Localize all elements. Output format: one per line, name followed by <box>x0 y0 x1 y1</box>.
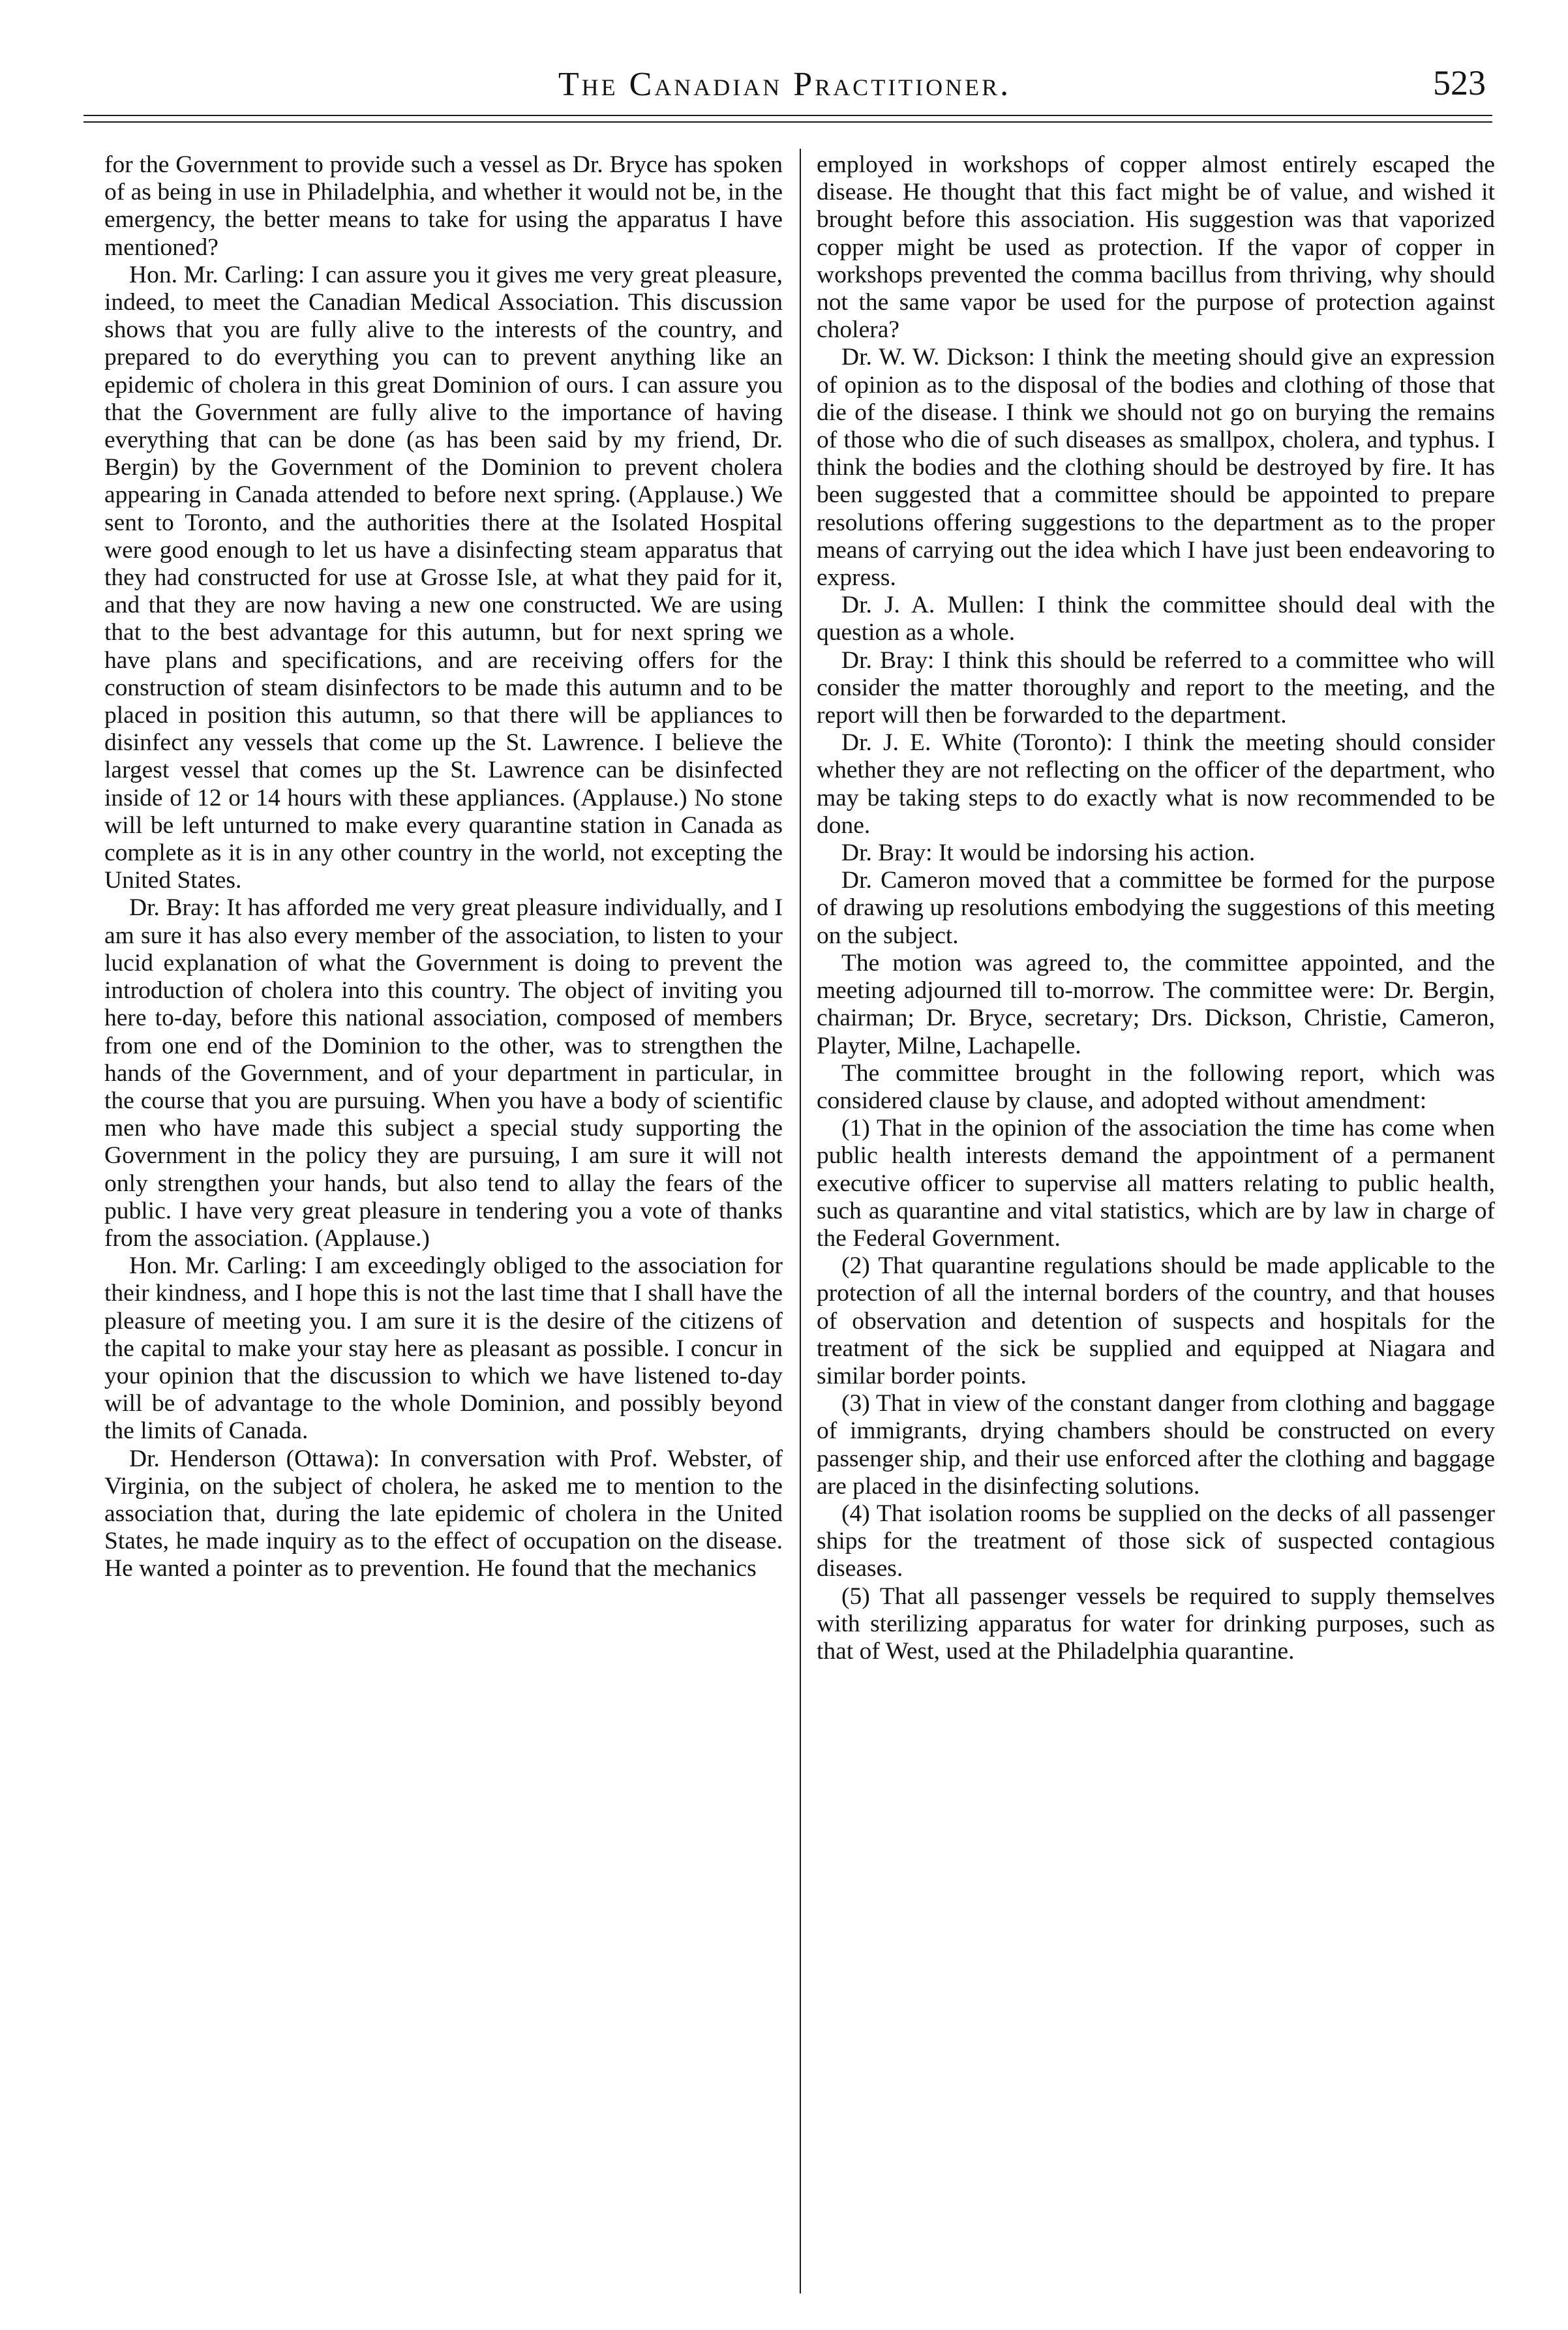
paragraph: Dr. J. A. Mullen: I think the committee should deal with the question as a whole. <box>817 592 1495 646</box>
column-divider <box>800 149 801 2293</box>
paragraph: Dr. Bray: It has afforded me very great pleasure individually, and I am sure it has also every member of the association, to listen to your lucid explanation of what the Government is doing to prevent the introduction of cholera into this country. The object of inviting you here to-day, before this national association, composed of members from one end of the Dominion to the other, was to strengthen the hands of the Government, and of your department in particular, in the course that you are pursuing. When you have a body of scientific men who have made this subject a special study supporting the Government in the policy they are pursuing, I am sure it will not only strengthen your hands, but also tend to allay the fears of the public. I have very great pleasure in tendering you a vote of thanks from the association. (Applause.) <box>104 894 783 1252</box>
page-number: 523 <box>1433 63 1486 102</box>
paragraph: Dr. W. W. Dickson: I think the meeting should give an expression of opinion as to the disposal of the bodies and clothing of those that die of the disease. I think we should not go on burying the remains of those who die of such diseases as smallpox, cholera, and typhus. I think the bodies and the clothing should be destroyed by fire. It has been suggested that a committee should be appointed to prepare resolutions offering suggestions to the department as to the proper means of carrying out the idea which I have just been endeavoring to express. <box>817 344 1495 592</box>
running-head: The Canadian Practitioner. <box>558 66 1012 103</box>
paragraph: Dr. Bray: It would be indorsing his action. <box>841 840 1256 867</box>
paragraph: Dr. Bray: I think this should be referred to a committee who will consider the matter thoroughly and report to the meeting, and the report will then be forwarded to the department. <box>817 646 1495 729</box>
paragraph: Dr. J. E. White (Toronto): I think the meeting should consider whether they are not reflecting on the officer of the department, who may be taking steps to do exactly what is now recommended to be done. <box>817 729 1495 839</box>
left-column <box>104 151 783 1583</box>
paragraph: The motion was agreed to, the committee appointed, and the meeting adjourned till to-morrow. The committee were: Dr. Bergin, chairman; Dr. Bryce, secretary; Drs. Dickson, Christie, Cameron, Playter, Milne, Lachapelle. <box>817 949 1495 1059</box>
resolution-clause: (4) That isolation rooms be supplied on the decks of all passenger ships for the treatment of those sick of suspected contagious diseases. <box>817 1500 1495 1582</box>
paragraph: employed in workshops of copper almost entirely escaped the disease. He thought that this fact might be of value, and wished it brought before this association. His suggestion was that vaporized copper might be used as protection. If the vapor of copper in workshops prevented the comma bacillus from thriving, why should not the same vapor be used for the purpose of protection against cholera? <box>817 151 1495 344</box>
header-rule-top <box>83 115 1492 116</box>
resolution-clause: (5) That all passenger vessels be required to supply themselves with sterilizing apparatus for water for drinking purposes, such as that of West, used at the Philadelphia quarantine. <box>817 1582 1495 1665</box>
page-header <box>83 60 1486 106</box>
paragraph: The committee brought in the following report, which was considered clause by clause, and adopted without amendment: <box>817 1059 1495 1114</box>
paragraph: Dr. Cameron moved that a committee be formed for the purpose of drawing up resolutions embodying the suggestions of this meeting on the subject. <box>817 867 1495 949</box>
paragraph: Dr. Henderson (Ottawa): In conversation with Prof. Webster, of Virginia, on the subject of cholera, he asked me to mention to the association that, during the late epidemic of cholera in the United States, he made inquiry as to the effect of occupation on the disease. He wanted a pointer as to prevention. He found that the mechanics <box>104 1445 783 1582</box>
resolution-clause: (1) That in the opinion of the association the time has come when public health interests demand the appointment of a permanent executive officer to supervise all matters relating to public health, such as quarantine and vital statistics, which are by law in charge of the Federal Government. <box>817 1115 1495 1252</box>
resolution-clause: (3) That in view of the constant danger from clothing and baggage of immigrants, drying chambers should be constructed on every passenger ship, and their use enforced after the clothing and baggage are placed in the disinfecting solutions. <box>817 1390 1495 1500</box>
header-rule-bottom <box>83 121 1492 123</box>
resolution-clause: (2) That quarantine regulations should be made applicable to the protection of all the internal borders of the country, and that houses of observation and detention of suspects and hospitals for the treatment of the sick be supplied and equipped at Niagara and similar border points. <box>817 1252 1495 1389</box>
paragraph: Hon. Mr. Carling: I can assure you it gives me very great pleasure, indeed, to meet the Canadian Medical Association. This discussion shows that you are fully alive to the interests of the country, and prepared to do everything you can to prevent anything like an epidemic of cholera in this great Dominion of ours. I can assure you that the Government are fully alive to the importance of having everything that can be done (as has been said by my friend, Dr. Bergin) by the Government of the Dominion to prevent cholera appearing in Canada attended to before next spring. (Applause.) We sent to Toronto, and the authorities there at the Isolated Hospital were good enough to let us have a disinfecting steam apparatus that they had constructed for use at Grosse Isle, at what they paid for it, and that they are now having a new one constructed. We are using that to the best advantage for this autumn, but for next spring we have plans and specifications, and are receiving offers for the construction of steam disinfectors to be made this autumn and to be placed in position this autumn, so that there will be appliances to disinfect any vessels that come up the St. Lawrence. I believe the largest vessel that comes up the St. Lawrence can be disinfected inside of 12 or 14 hours with these appliances. (Applause.) No stone will be left unturned to make every quarantine station in Canada as complete as it is in any other country in the world, not excepting the United States. <box>104 261 783 894</box>
right-column <box>817 151 1495 1665</box>
paragraph: Hon. Mr. Carling: I am exceedingly obliged to the association for their kindness, and I hope this is not the last time that I shall have the pleasure of meeting you. I am sure it is the desire of the citizens of the capital to make your stay here as pleasant as possible. I concur in your opinion that the discussion to which we have listened to-day will be of advantage to the whole Dominion, and possibly beyond the limits of Canada. <box>104 1252 783 1445</box>
paragraph: for the Government to provide such a vessel as Dr. Bryce has spoken of as being in use in Philadelphia, and whether it would not be, in the emergency, the better means to take for using the apparatus I have mentioned? <box>104 151 783 261</box>
